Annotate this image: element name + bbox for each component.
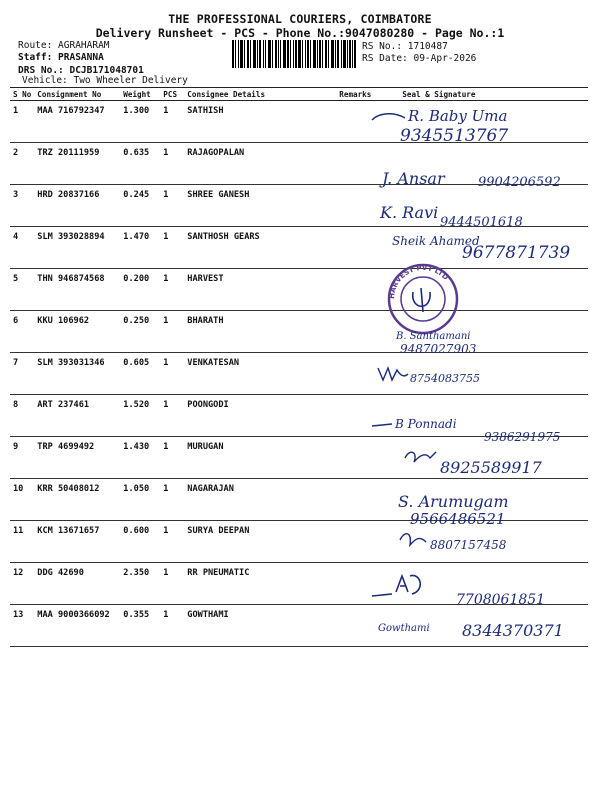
cell-sno: 1 [10,101,34,143]
signature-r6-name: B. Santhamani [396,331,471,342]
cell-weight: 0.605 [120,353,160,395]
cell-consignment: HRD 20837166 [34,185,120,227]
cell-remarks [336,269,376,311]
cell-sno: 9 [10,437,34,479]
signature-r8-phone: 9386291975 [484,430,561,444]
table-row [10,479,588,521]
cell-signature [376,185,588,227]
cell-sno: 5 [10,269,34,311]
cell-remarks [336,479,376,521]
cell-consignment: THN 946874568 [34,269,120,311]
cell-signature [376,143,588,185]
cell-sno: 2 [10,143,34,185]
cell-sno: 13 [10,605,34,647]
cell-pcs: 1 [160,227,184,269]
cell-pcs: 1 [160,605,184,647]
cell-pcs: 1 [160,101,184,143]
cell-weight: 1.050 [120,479,160,521]
cell-pcs: 1 [160,185,184,227]
cell-remarks [336,605,376,647]
cell-remarks [336,437,376,479]
cell-sno: 4 [10,227,34,269]
signature-r6-phone: 9487027903 [400,342,477,356]
cell-consignee: POONGODI [184,395,336,437]
table-row [10,269,588,311]
cell-remarks [336,395,376,437]
barcode-icon [232,40,356,68]
cell-pcs: 1 [160,563,184,605]
cell-pcs: 1 [160,311,184,353]
table-row [10,101,588,143]
signature-r3-phone: 9444501618 [440,215,523,230]
col-sno-header: S No [10,88,34,101]
cell-consignment: SLM 393031346 [34,353,120,395]
signature-r2-name: J. Ansar [382,169,445,188]
cell-consignment: KCM 13671657 [34,521,120,563]
cell-consignment: KRR 50408012 [34,479,120,521]
cell-weight: 0.200 [120,269,160,311]
cell-pcs: 1 [160,269,184,311]
vehicle-label: Vehicle: Two Wheeler Delivery [22,75,188,86]
signature-r11-phone: 8807157458 [430,538,507,552]
cell-sno: 12 [10,563,34,605]
cell-pcs: 1 [160,479,184,521]
signature-r7-phone: 8754083755 [410,372,480,385]
cell-consignee: RR PNEUMATIC [184,563,336,605]
signature-r4-phone: 9677871739 [462,243,571,263]
table-row [10,521,588,563]
cell-sno: 6 [10,311,34,353]
signature-r3-name: K. Ravi [380,203,439,222]
cell-weight: 2.350 [120,563,160,605]
cell-consignee: HARVEST [184,269,336,311]
cell-signature [376,311,588,353]
cell-sno: 3 [10,185,34,227]
cell-pcs: 1 [160,437,184,479]
table-row [10,311,588,353]
signature-r10-phone: 9566486521 [410,510,506,528]
cell-consignment: SLM 393028894 [34,227,120,269]
signature-r1-phone: 9345513767 [400,126,509,146]
cell-consignee: SANTHOSH GEARS [184,227,336,269]
cell-signature [376,269,588,311]
rs-date: RS Date: 09-Apr-2026 [362,53,477,64]
cell-signature [376,227,588,269]
rs-number: RS No.: 1710487 [362,41,448,52]
cell-sno: 10 [10,479,34,521]
cell-weight: 0.600 [120,521,160,563]
cell-consignment: DDG 42690 [34,563,120,605]
cell-pcs: 1 [160,143,184,185]
cell-weight: 0.245 [120,185,160,227]
cell-signature [376,479,588,521]
table-header-row [10,88,588,101]
signature-r1-name: R. Baby Uma [408,107,508,125]
cell-remarks [336,227,376,269]
col-weight-header: Weight [120,88,160,101]
col-pcs-header: PCS [160,88,184,101]
runsheet-table [10,87,588,647]
cell-consignee: BHARATH [184,311,336,353]
cell-weight: 1.300 [120,101,160,143]
cell-signature [376,563,588,605]
cell-weight: 1.430 [120,437,160,479]
table-row [10,143,588,185]
cell-pcs: 1 [160,395,184,437]
cell-weight: 1.470 [120,227,160,269]
cell-consignee: SURYA DEEPAN [184,521,336,563]
cell-signature [376,395,588,437]
col-remarks-header: Remarks [336,88,376,101]
cell-consignee: MURUGAN [184,437,336,479]
cell-remarks [336,521,376,563]
table-row [10,563,588,605]
cell-consignee: SATHISH [184,101,336,143]
cell-consignment: MAA 9000366092 [34,605,120,647]
cell-weight: 0.250 [120,311,160,353]
cell-remarks [336,311,376,353]
drs-label: DRS No.: DCJB171048701 [18,65,144,76]
cell-sno: 11 [10,521,34,563]
cell-sno: 8 [10,395,34,437]
col-consignee-header: Consignee Details [184,88,336,101]
signature-r4-name: Sheik Ahamed [392,234,480,248]
staff-label: Staff: PRASANNA [18,52,104,63]
signature-r10-name: S. Arumugam [398,492,509,511]
signature-r9-phone: 8925589917 [440,458,542,477]
cell-consignee: NAGARAJAN [184,479,336,521]
col-seal-header: Seal & Signature [376,88,588,101]
table-row [10,437,588,479]
table-row [10,353,588,395]
cell-remarks [336,563,376,605]
cell-weight: 0.635 [120,143,160,185]
cell-consignment: MAA 716792347 [34,101,120,143]
cell-remarks [336,353,376,395]
cell-signature [376,437,588,479]
table-row [10,395,588,437]
cell-remarks [336,143,376,185]
cell-pcs: 1 [160,353,184,395]
cell-signature [376,353,588,395]
cell-signature [376,605,588,647]
cell-consignment: TRZ 20111959 [34,143,120,185]
cell-remarks [336,185,376,227]
stamp-text: HARVEST PVT LTD [387,263,450,300]
col-consignment-header: Consignment No [34,88,120,101]
cell-pcs: 1 [160,521,184,563]
table-row [10,227,588,269]
table-row [10,605,588,647]
route-label: Route: AGRAHARAM [18,40,110,51]
cell-consignee: SHREE GANESH [184,185,336,227]
cell-weight: 1.520 [120,395,160,437]
signature-r8-name: B Ponnadi [395,417,457,431]
cell-weight: 0.355 [120,605,160,647]
cell-consignment: ART 237461 [34,395,120,437]
cell-remarks [336,101,376,143]
table-row [10,185,588,227]
runsheet-subtitle: Delivery Runsheet - PCS - Phone No.:9047080280 - Page No.:1 [95,26,505,40]
cell-signature [376,101,588,143]
signature-r13-name: Gowthami [378,623,430,634]
cell-consignee: RAJAGOPALAN [184,143,336,185]
cell-consignee: VENKATESAN [184,353,336,395]
cell-consignee: GOWTHAMI [184,605,336,647]
signature-r12-phone: 7708061851 [456,592,546,608]
cell-consignment: TRP 4699492 [34,437,120,479]
cell-sno: 7 [10,353,34,395]
cell-consignment: KKU 106962 [34,311,120,353]
company-title: THE PROFESSIONAL COURIERS, COIMBATORE [168,12,432,26]
signature-r2-phone: 9904206592 [478,175,561,190]
signature-r13-phone: 8344370371 [462,621,564,640]
cell-signature [376,521,588,563]
